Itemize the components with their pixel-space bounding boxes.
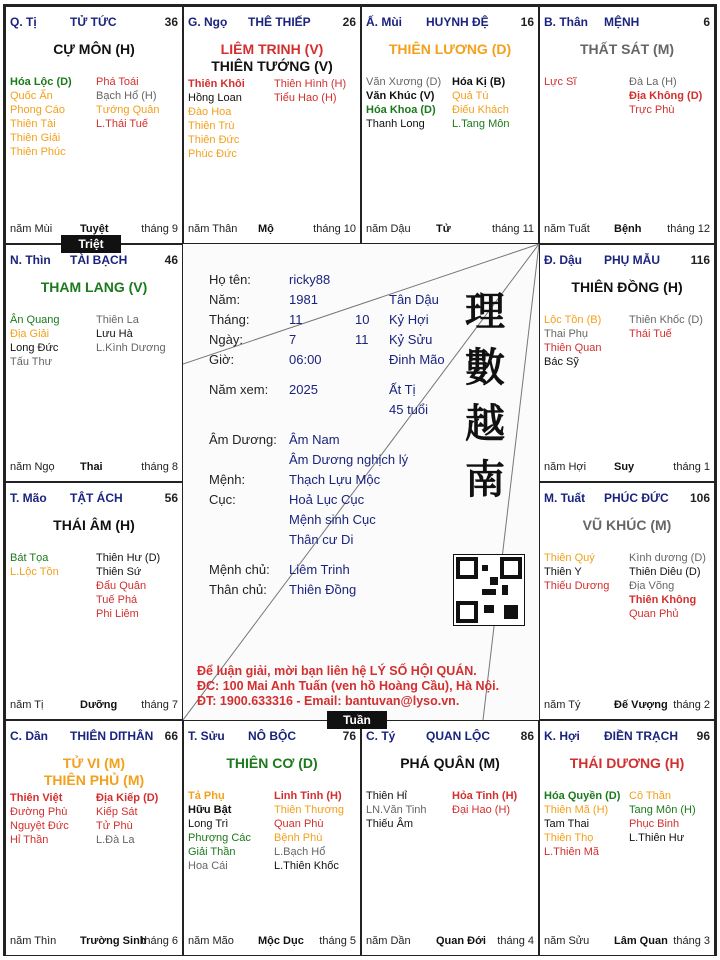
horoscope-board — [3, 4, 717, 956]
palace-thin[interactable] — [5, 244, 183, 482]
minor-star: Thai Phụ — [544, 328, 589, 340]
palace-year: năm Sửu — [544, 935, 590, 947]
main-star: VŨ KHÚC (M) — [582, 517, 672, 533]
minor-star: Long Trì — [188, 818, 229, 830]
palace-hoi[interactable] — [539, 720, 715, 956]
info-value: 1981 — [289, 292, 318, 307]
palace-age: 6 — [703, 15, 710, 29]
palace-stage: Dưỡng — [80, 699, 118, 711]
palace-year: năm Thìn — [10, 935, 57, 947]
minor-star: Bạch Hổ (H) — [96, 90, 157, 102]
palace-stage: Đế Vượng — [614, 699, 668, 711]
info-value: Mệnh sinh Cục — [289, 512, 376, 527]
stars-left — [188, 789, 272, 873]
minor-star: Tử Phù — [96, 820, 133, 832]
palace-month: tháng 9 — [141, 223, 178, 235]
minor-star: Thiên Khốc (D) — [629, 314, 703, 326]
stars-left — [544, 313, 627, 369]
minor-star: L.Kình Dương — [96, 342, 166, 354]
minor-star: Tướng Quân — [96, 104, 160, 116]
info-value: Âm Dương nghịch lý — [289, 452, 409, 467]
palace-age: 106 — [689, 491, 710, 505]
palace-header — [366, 729, 534, 745]
info-value: Thiên Đồng — [289, 582, 357, 597]
palace-mui[interactable] — [361, 6, 539, 244]
palace-stage: Mộ — [258, 223, 274, 235]
minor-star: Long Đức — [10, 342, 59, 354]
contact-block — [197, 664, 499, 709]
minor-star: Thiên La — [96, 314, 139, 326]
tuan-tag: Tuần — [327, 711, 387, 729]
palace-age: 56 — [164, 491, 178, 505]
main-star: PHÁ QUÂN (M) — [400, 755, 500, 771]
minor-star: L.Tang Môn — [452, 118, 510, 130]
palace-stage: Mộc Dục — [258, 935, 304, 947]
minor-star: Quan Phù — [274, 818, 324, 830]
palace-month: tháng 2 — [673, 699, 710, 711]
info-value: ricky88 — [289, 272, 331, 287]
palace-year: năm Mùi — [10, 223, 53, 235]
stars-left — [544, 75, 627, 89]
main-stars — [362, 41, 538, 58]
minor-star: Thiên Không — [629, 594, 697, 606]
palace-month: tháng 6 — [141, 935, 178, 947]
palace-month: tháng 12 — [667, 223, 710, 235]
info-value: Hoả Lục Cục — [289, 492, 365, 507]
main-star: CỰ MÔN (H) — [53, 41, 135, 57]
minor-star: Phong Cáo — [10, 104, 66, 116]
palace-footer — [10, 935, 178, 949]
palace-age: 76 — [342, 729, 356, 743]
minor-star: Bác Sỹ — [544, 356, 579, 368]
minor-star: Ân Quang — [10, 314, 60, 326]
main-stars — [184, 41, 360, 75]
contact-line: Để luận giải, mời bạn liên hệ LÝ SỐ HỘI QUÁN. — [197, 664, 477, 678]
palace-header — [10, 491, 178, 507]
minor-star: Thiên Việt — [10, 792, 63, 804]
info-label: Năm: — [209, 292, 241, 307]
stars-right — [627, 75, 712, 117]
main-star: THIÊN LƯƠNG (D) — [388, 41, 512, 57]
palace-footer — [188, 935, 356, 949]
stars-left — [10, 551, 94, 579]
minor-star: Tam Thai — [544, 818, 590, 830]
minor-star: L.Thiên Khốc — [274, 860, 339, 872]
palace-footer — [544, 461, 710, 475]
palace-footer — [10, 699, 178, 713]
stars-left — [366, 75, 450, 131]
palace-branch: C. Tý — [366, 729, 396, 743]
minor-star: Tiểu Hao (H) — [274, 92, 337, 104]
palace-stage: Thai — [80, 461, 103, 473]
stars-left — [10, 791, 94, 847]
main-star: TỬ VI (M) — [62, 755, 126, 771]
minor-star: Thiên Quan — [544, 342, 602, 354]
palace-ty[interactable] — [361, 720, 539, 956]
minor-star: Đào Hoa — [188, 106, 232, 118]
palace-extra-than: THÂN — [120, 729, 154, 743]
palace-stage: Bệnh — [614, 223, 642, 235]
stars-right — [450, 789, 536, 817]
stars-right — [627, 551, 712, 621]
info-label: Giờ: — [209, 352, 235, 367]
info-row — [209, 530, 529, 550]
palace-footer — [10, 461, 178, 475]
palace-branch: G. Ngọ — [188, 15, 228, 29]
minor-star: Thiên Giải — [10, 132, 61, 144]
minor-star: Hóa Quyền (D) — [544, 790, 621, 802]
minor-star: Trực Phù — [629, 104, 675, 116]
minor-star: Hoa Cái — [188, 860, 228, 872]
palace-branch: T. Mão — [10, 491, 47, 505]
palace-branch: Ấ. Mùi — [366, 15, 402, 29]
minor-star: Nguyệt Đức — [10, 820, 69, 832]
palace-footer — [544, 699, 710, 713]
info-can: Kỷ Sửu — [389, 332, 433, 347]
minor-star: Cô Thần — [629, 790, 671, 802]
palace-name: TÀI BẠCH — [70, 253, 128, 267]
palace-name: MỆNH — [604, 15, 640, 29]
center-info-panel — [183, 244, 539, 720]
palace-branch: N. Thìn — [10, 253, 51, 267]
palace-header — [10, 253, 178, 269]
main-star: LIÊM TRINH (V) — [220, 41, 324, 57]
minor-star: Kình dương (D) — [629, 552, 706, 564]
palace-name: QUAN LỘC — [426, 729, 490, 743]
info-label: Thân chủ: — [209, 582, 267, 597]
main-stars — [184, 755, 360, 772]
palace-year: năm Dậu — [366, 223, 411, 235]
info-label: Ngày: — [209, 332, 243, 347]
minor-star: Hữu Bật — [188, 804, 232, 816]
minor-star: Lưu Hà — [96, 328, 133, 340]
minor-star: Phi Liêm — [96, 608, 139, 620]
palace-ngo[interactable] — [183, 6, 361, 244]
palace-year: năm Thân — [188, 223, 238, 235]
info-value: Thạch Lựu Mộc — [289, 472, 381, 487]
palace-name: PHÚC ĐỨC — [604, 491, 669, 505]
minor-star: Thiên Trù — [188, 120, 235, 132]
palace-branch: T. Sửu — [188, 729, 225, 743]
minor-star: Phượng Các — [188, 832, 251, 844]
palace-header — [10, 15, 178, 31]
triet-tag: Triệt — [61, 235, 121, 253]
palace-dan[interactable] — [5, 720, 183, 956]
palace-age: 86 — [520, 729, 534, 743]
minor-star: Thiên Y — [544, 566, 582, 578]
palace-ti[interactable] — [5, 6, 183, 244]
palace-month: tháng 1 — [673, 461, 710, 473]
main-star: THIÊN ĐỒNG (H) — [571, 279, 683, 295]
minor-star: Bệnh Phù — [274, 832, 323, 844]
main-stars — [6, 41, 182, 58]
palace-branch: B. Thân — [544, 15, 588, 29]
minor-star: L.Lộc Tồn — [10, 566, 59, 578]
stars-right — [94, 551, 180, 621]
minor-star: Lực Sĩ — [544, 76, 577, 88]
palace-age: 96 — [696, 729, 710, 743]
palace-age: 36 — [164, 15, 178, 29]
minor-star: Thiên Hỉ — [366, 790, 407, 802]
palace-year: năm Ngọ — [10, 461, 55, 473]
palace-name: THIÊN DI — [70, 729, 122, 743]
main-stars — [540, 517, 714, 534]
info-label: Âm Dương: — [209, 432, 277, 447]
stars-right — [627, 313, 712, 341]
palace-age: 116 — [690, 253, 710, 267]
palace-footer — [544, 223, 710, 237]
minor-star: Hóa Khoa (D) — [366, 104, 436, 116]
info-value: Thân cư Di — [289, 532, 354, 547]
palace-branch: Đ. Dậu — [544, 253, 583, 267]
minor-star: Hỏa Tinh (H) — [452, 790, 518, 802]
main-stars — [540, 41, 714, 58]
info-label: Cục: — [209, 492, 236, 507]
palace-name: ĐIỀN TRẠCH — [604, 729, 678, 743]
main-stars — [540, 755, 714, 772]
info-can: 45 tuổi — [389, 402, 429, 417]
palace-name: NÔ BỘC — [248, 729, 296, 743]
palace-header — [366, 15, 534, 31]
palace-branch: C. Dần — [10, 729, 49, 743]
stars-left — [10, 75, 94, 159]
minor-star: Hỉ Thần — [10, 834, 49, 846]
info-lunar: 11 — [355, 332, 369, 347]
main-star: THIÊN TƯỚNG (V) — [211, 58, 333, 74]
stars-left — [366, 789, 450, 831]
minor-star: Thiên Thương — [274, 804, 345, 816]
palace-age: 66 — [164, 729, 178, 743]
palace-footer — [188, 223, 356, 237]
info-value: Âm Nam — [289, 432, 340, 447]
palace-stage: Suy — [614, 461, 635, 473]
minor-star: Thiên Khôi — [188, 78, 245, 90]
minor-star: Linh Tinh (H) — [274, 790, 342, 802]
palace-footer — [366, 935, 534, 949]
palace-dau[interactable] — [539, 244, 715, 482]
palace-header — [188, 729, 356, 745]
stars-right — [627, 789, 712, 845]
palace-mao[interactable] — [5, 482, 183, 720]
info-label: Tháng: — [209, 312, 250, 327]
seal-char: 理 — [465, 288, 505, 335]
minor-star: L.Bạch Hổ — [274, 846, 326, 858]
palace-stage: Quan Đới — [436, 935, 486, 947]
palace-name: THÊ THIẾP — [248, 15, 311, 29]
info-row — [209, 510, 529, 530]
info-lunar: 10 — [355, 312, 370, 327]
palace-stage: Tử — [436, 223, 451, 235]
palace-suu[interactable] — [183, 720, 361, 956]
palace-name: TỬ TỨC — [70, 15, 117, 29]
minor-star: Tấu Thư — [10, 356, 53, 368]
minor-star: L.Thiên Mã — [544, 846, 600, 858]
minor-star: Giải Thần — [188, 846, 236, 858]
palace-year: năm Tuất — [544, 223, 590, 235]
palace-header — [544, 15, 710, 31]
info-value: 06:00 — [289, 352, 322, 367]
minor-star: Thiếu Âm — [366, 818, 414, 830]
minor-star: Thiên Hình (H) — [274, 78, 347, 90]
palace-year: năm Tị — [10, 699, 44, 711]
seal-char: 南 — [465, 456, 505, 503]
seal-char: 越 — [465, 400, 505, 447]
palace-month: tháng 4 — [497, 935, 534, 947]
minor-star: Hồng Loan — [188, 92, 242, 104]
info-value: 11 — [289, 312, 303, 327]
palace-stage: Tuyệt — [80, 223, 109, 235]
minor-star: L.Thiên Hư — [629, 832, 685, 844]
info-can: Tân Dậu — [389, 292, 439, 307]
minor-star: Thiên Phúc — [10, 146, 66, 158]
palace-branch: K. Hợi — [544, 729, 580, 743]
minor-star: LN.Văn Tinh — [366, 804, 427, 816]
contact-line: ĐC: 100 Mai Anh Tuấn (ven hồ Hoàng Cầu), Hà Nội. — [197, 679, 500, 693]
palace-name: PHỤ MẪU — [604, 253, 660, 267]
minor-star: L.Thái Tuế — [96, 118, 148, 130]
stars-left — [10, 313, 94, 369]
palace-month: tháng 10 — [313, 223, 356, 235]
minor-star: Thanh Long — [366, 118, 425, 130]
stars-right — [94, 75, 180, 131]
calligraphy-seal — [445, 284, 525, 508]
main-star: THÁI ÂM (H) — [53, 517, 135, 533]
minor-star: Địa Không (D) — [629, 90, 703, 102]
palace-stage: Lâm Quan — [614, 935, 668, 947]
main-stars — [6, 517, 182, 534]
minor-star: Tuế Phá — [96, 594, 138, 606]
minor-star: Văn Xương (D) — [366, 76, 442, 88]
palace-month: tháng 3 — [673, 935, 710, 947]
minor-star: Thiên Hư (D) — [96, 552, 161, 564]
minor-star: Thiên Tài — [10, 118, 56, 130]
stars-right — [272, 77, 358, 105]
seal-char: 數 — [465, 344, 505, 391]
palace-age: 26 — [342, 15, 356, 29]
minor-star: Quả Tú — [452, 90, 489, 102]
stars-left — [544, 551, 627, 593]
palace-year: năm Dần — [366, 935, 411, 947]
palace-month: tháng 5 — [319, 935, 356, 947]
palace-than[interactable] — [539, 6, 715, 244]
stars-right — [94, 313, 180, 355]
main-star: THÁI DƯƠNG (H) — [569, 755, 685, 771]
palace-header — [10, 729, 178, 745]
info-can: Kỷ Hợi — [389, 312, 429, 327]
main-star: THIÊN CƠ (D) — [226, 755, 318, 771]
palace-month: tháng 11 — [491, 223, 534, 235]
main-stars — [540, 279, 714, 296]
minor-star: Kiếp Sát — [96, 806, 138, 818]
info-label: Mệnh chủ: — [209, 562, 270, 577]
minor-star: L.Đà La — [96, 834, 135, 846]
minor-star: Địa Giải — [10, 328, 50, 340]
info-label: Mệnh: — [209, 472, 246, 487]
minor-star: Phục Binh — [629, 818, 680, 830]
palace-branch: Q. Tị — [10, 15, 37, 29]
main-star: THAM LANG (V) — [40, 279, 148, 295]
palace-stage: Trường Sinh — [80, 935, 147, 947]
minor-star: Điếu Khách — [452, 104, 509, 116]
minor-star: Tang Môn (H) — [629, 804, 696, 816]
info-can: Đinh Mão — [389, 352, 445, 367]
minor-star: Đà La (H) — [629, 76, 677, 88]
info-value: 7 — [289, 332, 297, 347]
palace-month: tháng 7 — [141, 699, 178, 711]
main-stars — [362, 755, 538, 772]
main-stars — [6, 279, 182, 296]
contact-line: ĐT: 1900.633316 - Email: bantuvan@lyso.vn. — [197, 694, 460, 708]
info-value: Liêm Trinh — [289, 562, 350, 577]
palace-name: HUYNH ĐỆ — [426, 15, 489, 29]
minor-star: Hóa Kị (B) — [452, 76, 506, 88]
main-star: THIÊN PHỦ (M) — [43, 772, 145, 788]
minor-star: Đại Hao (H) — [452, 804, 511, 816]
stars-left — [544, 789, 627, 859]
palace-tuat[interactable] — [539, 482, 715, 720]
palace-age: 46 — [164, 253, 178, 267]
minor-star: Thiên Sứ — [96, 566, 142, 578]
palace-header — [544, 729, 710, 745]
palace-month: tháng 8 — [141, 461, 178, 473]
minor-star: Thiếu Dương — [544, 580, 610, 592]
stars-left — [188, 77, 272, 161]
minor-star: Hóa Lộc (D) — [10, 76, 72, 88]
minor-star: Thiên Quý — [544, 552, 595, 564]
minor-star: Quốc Ấn — [10, 90, 53, 102]
minor-star: Địa Võng — [629, 580, 675, 592]
palace-year: năm Tý — [544, 699, 581, 711]
minor-star: Thiên Mã (H) — [544, 804, 609, 816]
palace-header — [188, 15, 356, 31]
palace-header — [544, 491, 710, 507]
main-stars — [6, 755, 182, 789]
stars-right — [272, 789, 358, 873]
palace-header — [544, 253, 710, 269]
minor-star: Quan Phủ — [629, 608, 679, 620]
minor-star: Địa Kiếp (D) — [96, 792, 159, 804]
minor-star: Đẩu Quân — [96, 580, 147, 592]
minor-star: Phá Toái — [96, 76, 139, 88]
minor-star: Thái Tuế — [629, 328, 672, 340]
main-star: THẤT SÁT (M) — [579, 41, 675, 57]
stars-right — [94, 791, 180, 847]
palace-footer — [366, 223, 534, 237]
minor-star: Văn Khúc (V) — [366, 90, 435, 102]
palace-year: năm Mão — [188, 935, 234, 947]
minor-star: Phúc Đức — [188, 148, 237, 160]
palace-name: TẬT ÁCH — [70, 491, 123, 505]
info-label: Họ tên: — [209, 272, 251, 287]
minor-star: Thiên Thọ — [544, 832, 594, 844]
palace-age: 16 — [520, 15, 534, 29]
minor-star: Đường Phù — [10, 806, 68, 818]
minor-star: Thiên Đức — [188, 134, 240, 146]
stars-right — [450, 75, 536, 131]
palace-year: năm Hợi — [544, 461, 587, 473]
palace-footer — [544, 935, 710, 949]
minor-star: Lộc Tồn (B) — [544, 314, 602, 326]
qr-code — [453, 554, 525, 626]
minor-star: Bát Tọa — [10, 552, 49, 564]
info-value: 2025 — [289, 382, 318, 397]
info-can: Ất Tị — [389, 382, 416, 397]
minor-star: Tả Phụ — [188, 790, 225, 802]
palace-branch: M. Tuất — [544, 491, 586, 505]
info-label: Năm xem: — [209, 382, 269, 397]
minor-star: Thiên Diêu (D) — [629, 566, 701, 578]
